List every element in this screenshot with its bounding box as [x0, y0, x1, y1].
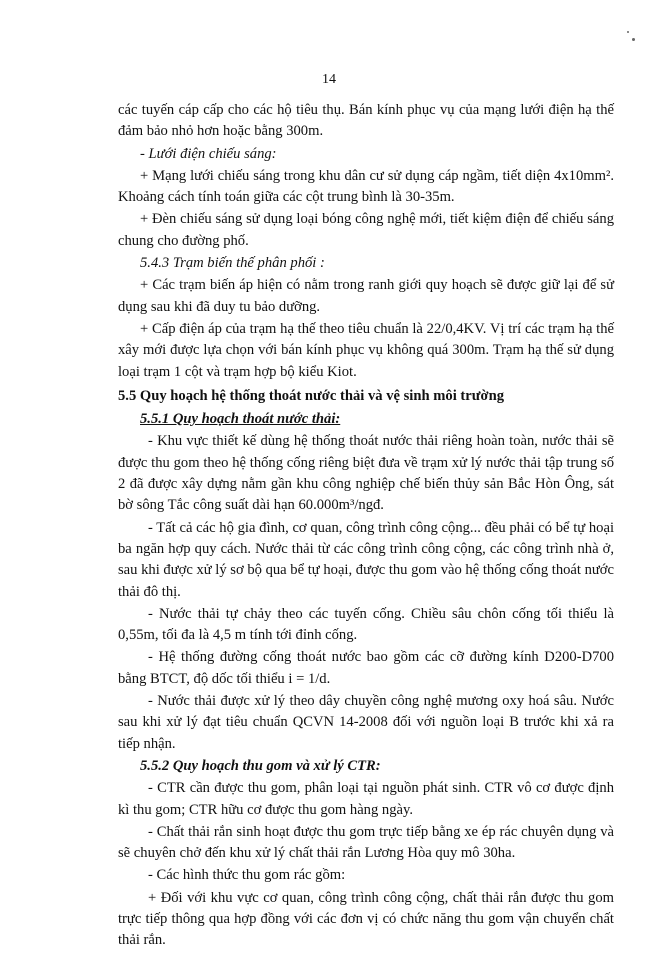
- subheading-lighting: - Lưới điện chiếu sáng:: [140, 145, 277, 162]
- paragraph: + Mạng lưới chiếu sáng trong khu dân cư sử dụng cáp ngầm, tiết diện 4x10mm². Khoảng cách tính toán giữa các cột trung bình là 30-35m.: [118, 167, 614, 206]
- paragraph: - Khu vực thiết kế dùng hệ thống thoát nước thải riêng hoàn toàn, nước thải sẽ được thu gom theo hệ thống cống riêng biệt đưa về trạm xử lý nước thải tập trung số 2 đã được xây dựng nằm gần khu công nghiệp chế biến thủy sản Bắc Hòn Ông, sát bờ sông Tắc công suất dài hạn 60.000m³/ngđ.: [118, 433, 614, 514]
- scan-speck: [627, 31, 629, 33]
- paragraph: - Tất cả các hộ gia đình, cơ quan, công trình công cộng... đều phải có bể tự hoại ba ngăn hợp quy cách. Nước thải từ các công trình công cộng, các công trình nhà ở, sau khi được xử lý sơ bộ qua bể tự hoại, được thu gom vào hệ thống cống thoát nước thải đô thị.: [118, 519, 614, 600]
- subheading-552: 5.5.2 Quy hoạch thu gom và xử lý CTR:: [140, 757, 381, 774]
- paragraph: - Nước thải tự chảy theo các tuyến cống. Chiều sâu chôn cống tối thiểu là 0,55m, tối đa là 4,5 m tính tới đỉnh cống.: [118, 605, 614, 644]
- section-heading-5-5: 5.5 Quy hoạch hệ thống thoát nước thải và vệ sinh môi trường: [118, 387, 504, 404]
- paragraph: các tuyến cáp cấp cho các hộ tiêu thụ. Bán kính phục vụ của mạng lưới điện hạ thế đảm bảo nhỏ hơn hoặc bằng 300m.: [118, 102, 614, 140]
- paragraph: + Cấp điện áp của trạm hạ thế theo tiêu chuẩn là 22/0,4KV. Vị trí các trạm hạ thế xây mới được lựa chọn với bán kính phục vụ không quá 300m. Trạm hạ thế sử dụng loại trạm 1 cột và trạm hợp bộ kiểu Kiot.: [118, 320, 614, 380]
- paragraph: + Đèn chiếu sáng sử dụng loại bóng công nghệ mới, tiết kiệm điện để chiếu sáng chung cho đường phố.: [118, 211, 614, 249]
- page-number: 14: [322, 72, 336, 87]
- paragraph: + Các trạm biến áp hiện có nằm trong ranh giới quy hoạch sẽ được giữ lại để sử dụng sau khi đã duy tu bảo dưỡng.: [118, 277, 614, 315]
- paragraph: - Các hình thức thu gom rác gồm:: [148, 867, 346, 884]
- subheading-543: 5.4.3 Trạm biến thế phân phối :: [140, 255, 325, 272]
- document-body: [118, 100, 614, 953]
- paragraph: - Nước thải được xử lý theo dây chuyền công nghệ mương oxy hoá sâu. Nước sau khi xử lý đạt tiêu chuẩn QCVN 14-2008 đối với nguồn loại B trước khi xả ra tiếp nhận.: [118, 693, 614, 752]
- subheading-551: 5.5.1 Quy hoạch thoát nước thải:: [140, 411, 341, 428]
- scan-speck: [632, 38, 635, 41]
- paragraph: + Đối với khu vực cơ quan, công trình công cộng, chất thải rắn được thu gom trực tiếp thông qua hợp đồng với các đơn vị có chức năng thu gom vận chuyển chất thải rắn.: [118, 889, 614, 949]
- paragraph: - Chất thải rắn sinh hoạt được thu gom trực tiếp bằng xe ép rác chuyên dụng và sẽ chuyên chở đến khu xử lý chất thải rắn Lương Hòa quy mô 30ha.: [118, 823, 614, 862]
- paragraph: - CTR cần được thu gom, phân loại tại nguồn phát sinh. CTR vô cơ được định kì thu gom; CTR hữu cơ được thu gom hàng ngày.: [118, 780, 614, 818]
- paragraph: - Hệ thống đường cống thoát nước bao gồm các cỡ đường kính D200-D700 bằng BTCT, độ dốc tối thiểu i = 1/d.: [118, 649, 614, 687]
